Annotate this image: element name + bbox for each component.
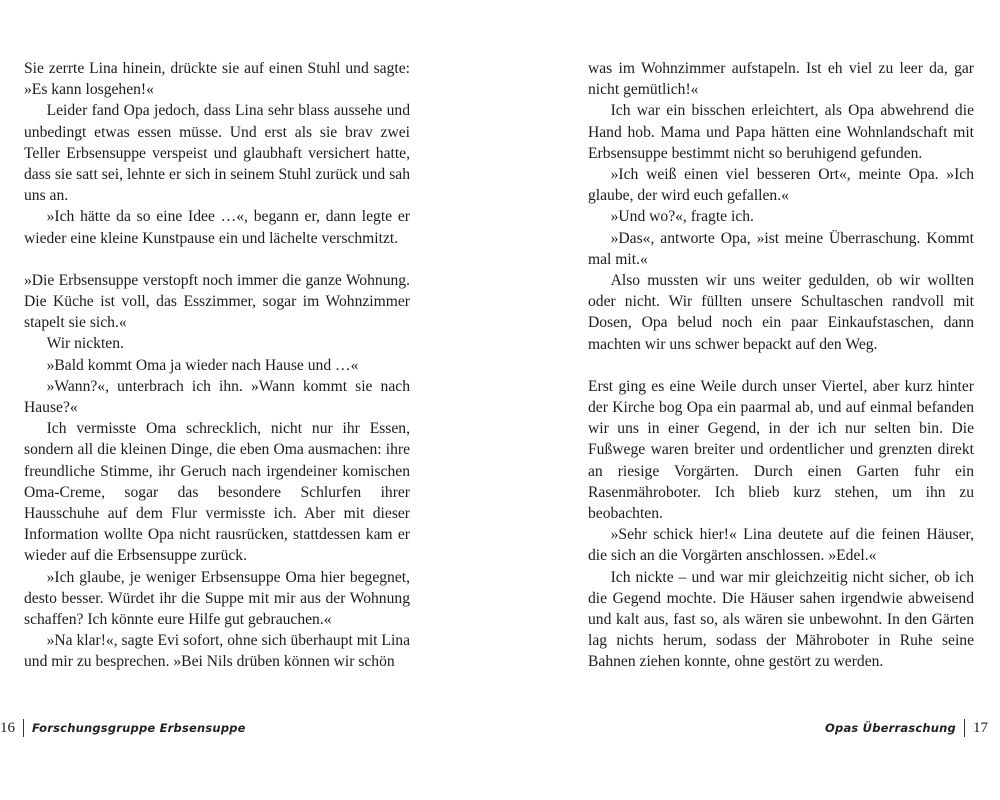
paragraph: »Ich glaube, je weniger Erbsensuppe Oma hier begegnet, desto besser. Würdet ihr die Suppe mit mir aus der Wohnung schaffen? Ich könnte eure Hilfe gut gebrauchen.« — [24, 568, 410, 629]
paragraph: »Und wo?«, fragte ich. — [610, 208, 754, 226]
paragraph: Erst ging es eine Weile durch unser Viertel, aber kurz hinter der Kirche bog Opa ein paarmal ab, und auf einmal befanden wir uns in einer Gegend, in der ich nur selten bin. Die Fußwege waren breiter und ordentlicher und grenzten direkt an riesige Vorgärten. Durch einen Garten fuhr ein Rasenmähroboter. Ich blieb kurz stehen, um ihn zu beobachten. — [588, 377, 974, 523]
paragraph: »Ich weiß einen viel besseren Ort«, meinte Opa. »Ich glaube, der wird euch gefallen.« — [588, 166, 974, 205]
paragraph: »Das«, antworte Opa, »ist meine Überraschung. Kommt mal mit.« — [588, 229, 974, 268]
paragraph: »Die Erbsensuppe verstopft noch immer die ganze Wohnung. Die Küche ist voll, das Esszimmer, sogar im Wohnzimmer stapelt sie sich.« — [24, 271, 410, 332]
page-number: 16 — [0, 719, 15, 736]
paragraph: »Sehr schick hier!« Lina deutete auf die feinen Häuser, die sich an die Vorgärten anschlossen. »Edel.« — [588, 526, 974, 565]
right-page-text — [588, 58, 974, 673]
paragraph: »Bald kommt Oma ja wieder nach Hause und …« — [46, 356, 359, 374]
paragraph: Leider fand Opa jedoch, dass Lina sehr blass aussehe und unbedingt etwas essen müsse. Und erst als sie brav zwei Teller Erbsensuppe verspeist und glaubhaft versichert hatte, dass sie satt sei, lehnte er sich in seinem Stuhl zurück und sah uns an. — [24, 102, 410, 205]
running-title: Opas Überraschung — [825, 721, 956, 735]
page-number: 17 — [973, 719, 988, 736]
paragraph: »Na klar!«, sagte Evi sofort, ohne sich überhaupt mit Lina und mir zu besprechen. »Bei Nils drüben können wir schön — [24, 632, 410, 671]
paragraph: Also mussten wir uns weiter gedulden, ob wir wollten oder nicht. Wir füllten unsere Schultaschen randvoll mit Dosen, Opa belud noch ein paar Einkaufstaschen, dann machten wir uns schwer bepackt auf den Weg. — [588, 272, 974, 353]
running-title: Forschungsgruppe Erbsensuppe — [32, 721, 246, 735]
paragraph: »Ich hätte da so eine Idee …«, begann er, dann legte er wieder eine kleine Kunstpause ein und lächelte verschmitzt. — [24, 208, 410, 247]
paragraph: Ich nickte – und war mir gleichzeitig nicht sicher, ob ich die Gegend mochte. Die Häuser sahen irgendwie abweisend und kalt aus, fast so, als wären sie unbewohnt. In den Gärten lag nichts herum, sodass der Mähroboter in Ruhe seine Bahnen ziehen konnte, ohne gestört zu werden. — [588, 568, 974, 671]
left-page-text — [24, 58, 410, 673]
paragraph: Sie zerrte Lina hinein, drückte sie auf einen Stuhl und sagte: »Es kann losgehen!« — [24, 60, 410, 99]
left-page-footer — [0, 716, 246, 740]
footer-divider — [964, 719, 965, 737]
footer-divider — [23, 719, 24, 737]
paragraph: »Wann?«, unterbrach ich ihn. »Wann kommt sie nach Hause?« — [24, 377, 410, 417]
paragraph: was im Wohnzimmer aufstapeln. Ist eh viel zu leer da, gar nicht gemütlich!« — [588, 60, 974, 99]
paragraph: Wir nickten. — [46, 335, 124, 353]
paragraph: Ich war ein bisschen erleichtert, als Opa abwehrend die Hand hob. Mama und Papa hätten eine Wohnlandschaft mit Erbsensuppe bestimmt nicht so beruhigend gefunden. — [588, 102, 974, 162]
right-page-footer — [825, 716, 988, 740]
paragraph: Ich vermisste Oma schrecklich, nicht nur ihr Essen, sondern all die kleinen Dinge, die eben Oma ausmachen: ihre freundliche Stimme, ihr Geruch nach irgendeiner komischen Oma-Creme, sogar das besondere Schlurfen ihrer Hausschuhe auf dem Flur vermisste ich. Aber mit dieser Information wollte Opa nicht rausrücken, stattdessen kam er wieder auf die Erbsensuppe zurück. — [24, 420, 410, 565]
